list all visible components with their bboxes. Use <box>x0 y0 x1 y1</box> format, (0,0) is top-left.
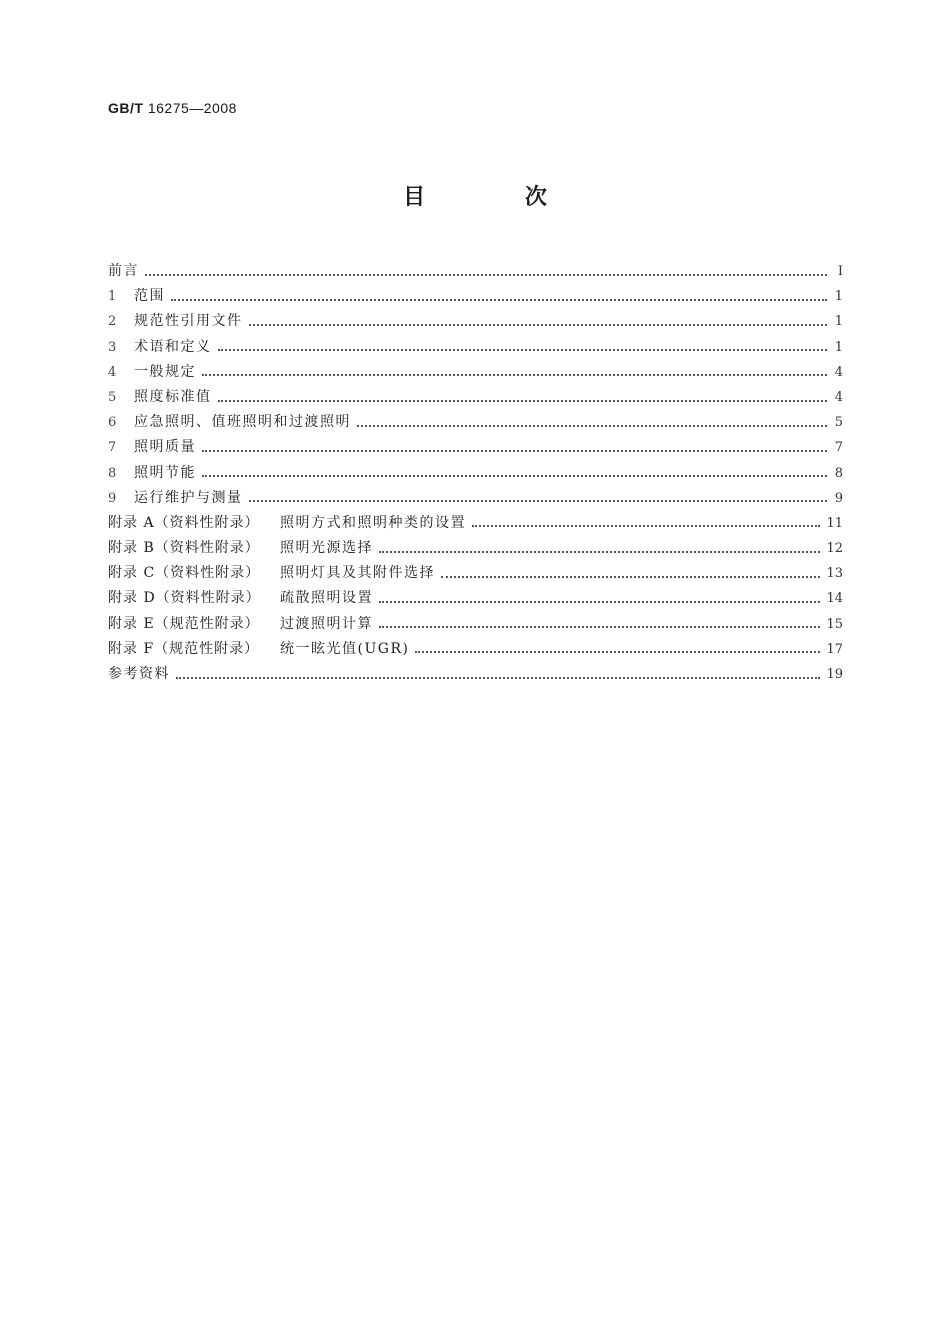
toc-entry-page: 1 <box>834 314 843 330</box>
toc-entry-label: 照明方式和照明种类的设置 <box>280 514 466 531</box>
dot-leader <box>415 642 820 656</box>
toc-entry-appendix-f[interactable] <box>108 637 843 662</box>
toc-entry-label: 照度标准值 <box>134 388 212 405</box>
document-header <box>108 100 237 116</box>
toc-entry-3[interactable] <box>108 335 843 360</box>
table-of-contents <box>108 259 843 687</box>
toc-entry-number: 4 <box>108 364 117 380</box>
toc-entry-1[interactable] <box>108 284 843 309</box>
dot-leader <box>357 416 827 430</box>
toc-entry-5[interactable] <box>108 385 843 410</box>
toc-entry-appendix-e[interactable] <box>108 612 843 637</box>
toc-entry-page: 14 <box>826 591 843 607</box>
dot-leader <box>202 365 827 379</box>
dot-leader <box>249 315 828 329</box>
dot-leader <box>218 391 828 405</box>
toc-entry-label: 参考资料 <box>108 666 170 682</box>
toc-entry-page: 17 <box>826 641 843 657</box>
toc-entry-page: 9 <box>834 490 843 506</box>
toc-entry-number: 3 <box>108 339 117 355</box>
toc-entry-number: 5 <box>108 389 117 405</box>
toc-entry-label: 疏散照明设置 <box>280 590 373 607</box>
dot-leader <box>202 466 827 480</box>
toc-entry-2[interactable] <box>108 309 843 334</box>
toc-entry-label: 照明质量 <box>134 439 196 456</box>
toc-entry-page: 15 <box>826 616 843 632</box>
toc-entry-number: 2 <box>108 314 117 330</box>
dot-leader <box>249 491 828 505</box>
toc-entry-number: 1 <box>108 289 117 305</box>
toc-entry-9[interactable] <box>108 486 843 511</box>
dot-leader <box>441 567 820 581</box>
toc-entry-page: 8 <box>834 465 843 481</box>
dot-leader <box>379 592 820 606</box>
toc-entry-label: 一般规定 <box>134 363 196 380</box>
toc-entry-number: 6 <box>108 415 117 431</box>
appendix-prefix: 附录 B（资料性附录） <box>108 540 260 557</box>
standard-number: 16275—2008 <box>147 100 237 116</box>
appendix-prefix: 附录 E（规范性附录） <box>108 615 260 632</box>
appendix-prefix: 附录 C（资料性附录） <box>108 565 261 582</box>
toc-entry-page: 1 <box>834 339 843 355</box>
toc-entry-label: 前言 <box>108 263 139 279</box>
toc-entry-label: 术语和定义 <box>134 338 212 355</box>
dot-leader <box>218 340 828 354</box>
toc-entry-label: 运行维护与测量 <box>134 489 243 506</box>
toc-entry-page: 13 <box>826 566 843 582</box>
toc-entry-number: 7 <box>108 440 117 456</box>
toc-entry-number: 9 <box>108 490 117 506</box>
toc-entry-appendix-a[interactable] <box>108 511 843 536</box>
toc-entry-page: 19 <box>826 667 843 682</box>
standard-code: GB/T <box>108 100 144 116</box>
dot-leader <box>379 542 820 556</box>
toc-entry-appendix-d[interactable] <box>108 586 843 611</box>
toc-entry-4[interactable] <box>108 360 843 385</box>
toc-entry-8[interactable] <box>108 461 843 486</box>
toc-entry-page: 4 <box>834 389 843 405</box>
toc-entry-page: 4 <box>834 364 843 380</box>
appendix-prefix: 附录 D（资料性附录） <box>108 590 261 607</box>
dot-leader <box>472 516 820 530</box>
dot-leader <box>379 617 820 631</box>
toc-entry-7[interactable] <box>108 435 843 460</box>
toc-entry-label: 规范性引用文件 <box>134 313 243 330</box>
toc-entry-appendix-c[interactable] <box>108 561 843 586</box>
toc-title: 目 次 <box>403 185 593 210</box>
toc-entry-label: 照明光源选择 <box>280 540 373 557</box>
toc-entry-label: 应急照明、值班照明和过渡照明 <box>134 414 351 431</box>
appendix-prefix: 附录 A（资料性附录） <box>108 514 260 531</box>
toc-entry-label: 照明灯具及其附件选择 <box>280 565 435 582</box>
dot-leader <box>145 265 827 279</box>
toc-entry-6[interactable] <box>108 410 843 435</box>
toc-entry-page: 5 <box>834 415 843 431</box>
toc-entry-page: 12 <box>826 541 843 557</box>
toc-entry-page: Ⅰ <box>837 264 843 279</box>
dot-leader <box>202 441 827 455</box>
toc-entry-appendix-b[interactable] <box>108 536 843 561</box>
toc-entry-page: 11 <box>826 515 843 531</box>
toc-entry-references[interactable] <box>108 662 843 687</box>
appendix-prefix: 附录 F（规范性附录） <box>108 640 260 657</box>
toc-entry-label: 照明节能 <box>134 464 196 481</box>
toc-entry-label: 过渡照明计算 <box>280 615 373 632</box>
toc-entry-preface[interactable] <box>108 259 843 284</box>
toc-entry-label: 范围 <box>134 288 165 305</box>
toc-entry-page: 7 <box>834 440 843 456</box>
dot-leader <box>176 668 820 682</box>
toc-entry-page: 1 <box>834 289 843 305</box>
toc-entry-number: 8 <box>108 465 117 481</box>
dot-leader <box>171 290 827 304</box>
toc-entry-label: 统一眩光值(UGR) <box>280 640 410 657</box>
